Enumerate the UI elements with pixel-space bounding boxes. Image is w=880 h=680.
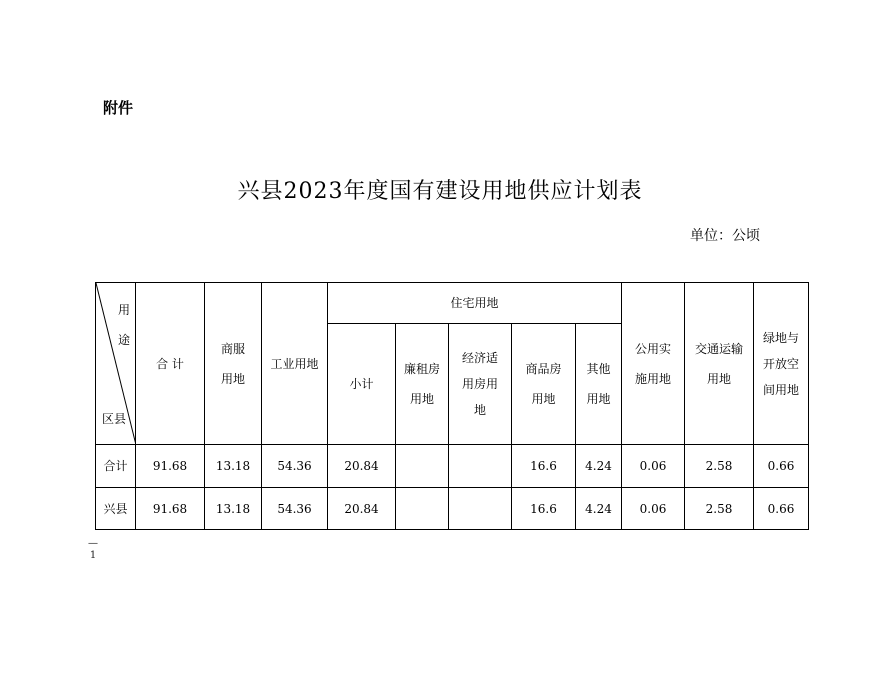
cell-lowrent xyxy=(396,488,449,530)
cell-other: 4.24 xyxy=(576,488,622,530)
header-public: 公用实 施用地 xyxy=(622,283,685,445)
cell-transport: 2.58 xyxy=(685,445,754,488)
header-transport: 交通运输 用地 xyxy=(685,283,754,445)
row-name: 兴县 xyxy=(96,488,136,530)
row-name: 合计 xyxy=(96,445,136,488)
cell-green: 0.66 xyxy=(754,445,809,488)
cell-green: 0.66 xyxy=(754,488,809,530)
cell-affordable xyxy=(449,445,512,488)
cell-industrial: 54.36 xyxy=(262,445,328,488)
cell-total: 91.68 xyxy=(136,488,205,530)
header-commodity: 商品房 用地 xyxy=(512,324,576,445)
header-green: 绿地与 开放空 间用地 xyxy=(754,283,809,445)
cell-commodity: 16.6 xyxy=(512,488,576,530)
header-subtotal: 小计 xyxy=(328,324,396,445)
cell-public: 0.06 xyxy=(622,488,685,530)
land-supply-table xyxy=(95,282,809,530)
corner-district-label: 区县 xyxy=(102,412,127,426)
table-row xyxy=(96,445,809,488)
cell-commercial: 13.18 xyxy=(205,488,262,530)
table-row xyxy=(96,488,809,530)
page-title: 兴县2023年度国有建设用地供应计划表 xyxy=(237,179,643,204)
header-total: 合 计 xyxy=(136,283,205,445)
cell-commodity: 16.6 xyxy=(512,445,576,488)
cell-subtotal: 20.84 xyxy=(328,488,396,530)
cell-affordable xyxy=(449,488,512,530)
cell-other: 4.24 xyxy=(576,445,622,488)
header-commercial: 商服 用地 xyxy=(205,283,262,445)
header-lowrent: 廉租房 用地 xyxy=(396,324,449,445)
corner-header-cell xyxy=(96,283,136,445)
cell-lowrent xyxy=(396,445,449,488)
cell-industrial: 54.36 xyxy=(262,488,328,530)
header-residential: 住宅用地 xyxy=(328,283,622,324)
header-other: 其他 用地 xyxy=(576,324,622,445)
page-number-mark: — 1 xyxy=(88,538,98,561)
cell-public: 0.06 xyxy=(622,445,685,488)
unit-label: 单位：公顷 xyxy=(690,228,760,244)
cell-total: 91.68 xyxy=(136,445,205,488)
header-industrial: 工业用地 xyxy=(262,283,328,445)
corner-purpose-label: 用 途 xyxy=(118,303,131,347)
header-affordable: 经济适 用房用 地 xyxy=(449,324,512,445)
cell-transport: 2.58 xyxy=(685,488,754,530)
cell-commercial: 13.18 xyxy=(205,445,262,488)
cell-subtotal: 20.84 xyxy=(328,445,396,488)
attachment-label: 附件 xyxy=(103,99,134,117)
